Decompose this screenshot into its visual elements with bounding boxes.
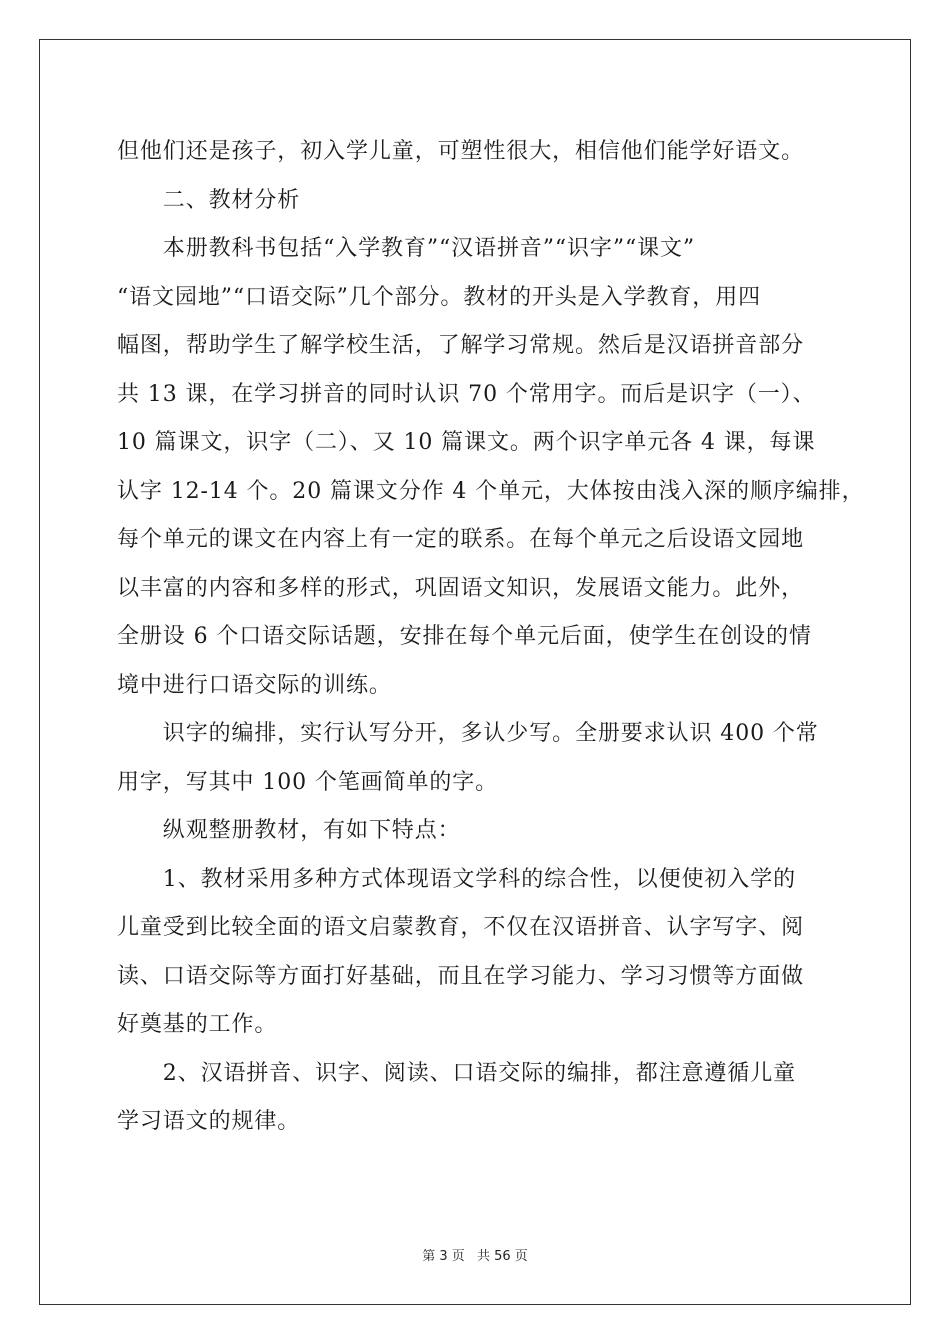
text-line: 全册设 6 个口语交际话题，安排在每个单元后面，使学生在创设的情: [117, 624, 812, 649]
page-total: 共 56 页: [476, 1249, 528, 1264]
text-line: 2、汉语拼音、识字、阅读、口语交际的编排，都注意遵循儿童: [117, 1060, 796, 1086]
text-line: 共 13 课，在学习拼音的同时认识 70 个常用字。而后是识字（一）、: [117, 381, 816, 407]
text-line: 好奠基的工作。: [117, 1012, 278, 1037]
text-line: 境中进行口语交际的训练。: [117, 672, 392, 698]
text-line: 10 篇课文，识字（二）、又 10 篇课文。两个识字单元各 4 课，每课: [117, 430, 816, 455]
text-line: “语文园地”“口语交际”几个部分。教材的开头是入学教育，用四: [117, 284, 761, 310]
text-line: 本册教科书包括“入学教育”“汉语拼音”“识字”“课文”: [117, 236, 696, 261]
page-number: 第 3 页: [422, 1249, 465, 1264]
text-line: 认字 12-14 个。20 篇课文分作 4 个单元，大体按由浅入深的顺序编排，: [117, 478, 865, 504]
text-line: 但他们还是孩子，初入学儿童，可塑性很大，相信他们能学好语文。: [117, 139, 805, 164]
section-heading: 二、教材分析: [117, 187, 301, 213]
text-line: 每个单元的课文在内容上有一定的联系。在每个单元之后设语文园地: [117, 527, 805, 552]
text-line: 用字，写其中 100 个笔画简单的字。: [117, 769, 499, 795]
text-line: 1、教材采用多种方式体现语文学科的综合性，以便使初入学的: [117, 866, 796, 892]
page-footer: [0, 1245, 950, 1264]
text-line: 纵观整册教材，有如下特点：: [117, 818, 461, 843]
text-line: 幅图，帮助学生了解学校生活，了解学习常规。然后是汉语拼音部分: [117, 333, 805, 358]
text-line: 以丰富的内容和多样的形式，巩固语文知识，发展语文能力。此外，: [117, 575, 805, 601]
document-body: [117, 128, 865, 1147]
text-line: 学习语文的规律。: [117, 1109, 301, 1134]
text-line: 读、口语交际等方面打好基础，而且在学习能力、学习习惯等方面做: [117, 963, 805, 989]
text-line: 儿童受到比较全面的语文启蒙教育，不仅在汉语拼音、认字写字、阅: [117, 915, 805, 940]
text-line: 识字的编排，实行认写分开，多认少写。全册要求认识 400 个常: [117, 721, 819, 746]
